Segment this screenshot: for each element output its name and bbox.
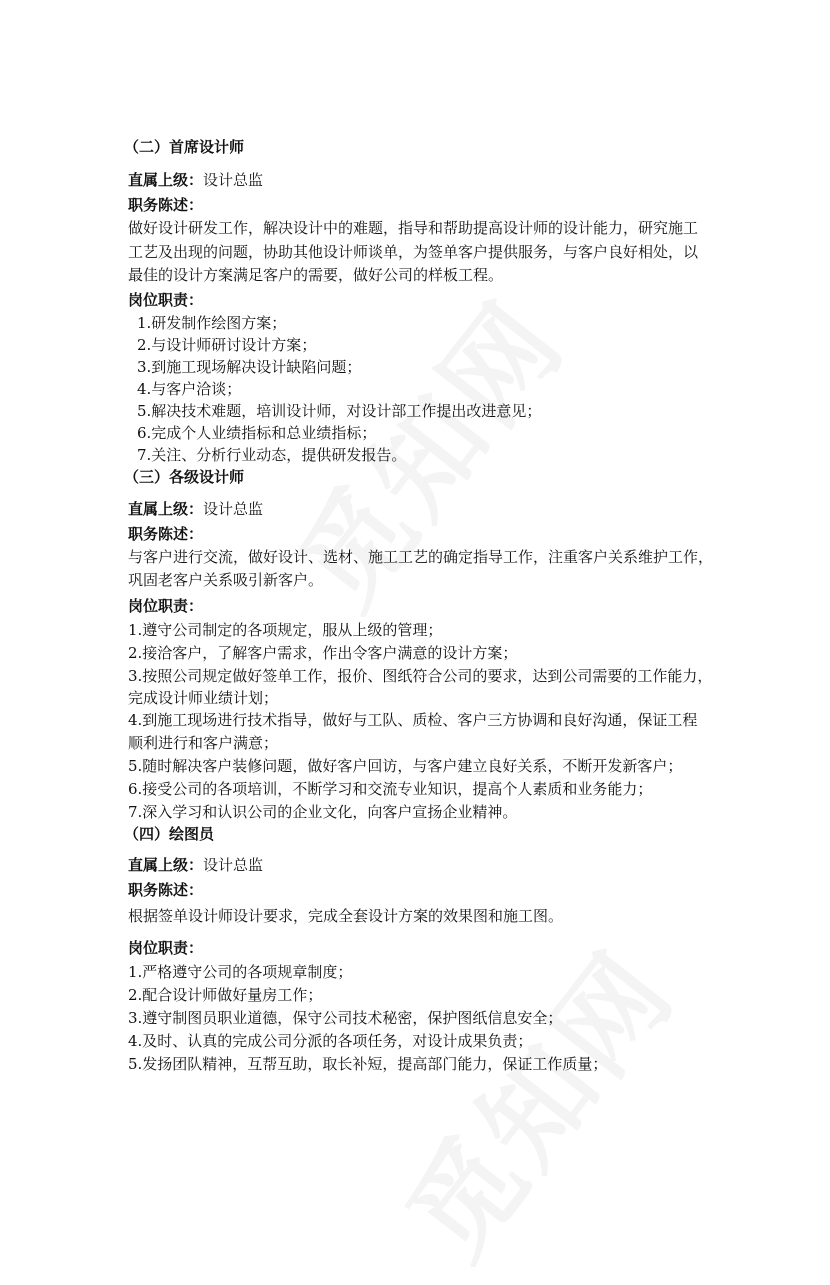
superior-label: 直属上级： bbox=[128, 171, 204, 189]
duty-item: 4.到施工现场进行技术指导，做好与工队、质检、客户三方协调和良好沟通，保证工程 bbox=[128, 711, 698, 729]
description-line: 做好设计研发工作，解决设计中的难题，指导和帮助提高设计师的设计能力，研究施工 bbox=[128, 219, 699, 237]
section-title: （二）首席设计师 bbox=[124, 138, 245, 156]
description-line: 根据签单设计师设计要求，完成全套设计方案的效果图和施工图。 bbox=[128, 907, 564, 925]
superior-row bbox=[128, 170, 263, 190]
duty-item: 顺利进行和客户满意； bbox=[128, 734, 279, 752]
description-label: 职务陈述： bbox=[128, 881, 204, 899]
duty-item: 2.配合设计师做好量房工作； bbox=[128, 986, 323, 1004]
description-line: 巩固老客户关系吸引新客户。 bbox=[128, 571, 324, 589]
duty-item: 完成设计师业绩计划； bbox=[128, 689, 279, 707]
superior-label: 直属上级： bbox=[128, 856, 204, 874]
duty-item: 5.发扬团队精神，互帮互助，取长补短，提高部门能力，保证工作质量； bbox=[128, 1055, 608, 1073]
duty-item: 1.严格遵守公司的各项规章制度； bbox=[128, 963, 353, 981]
description-label: 职务陈述： bbox=[128, 525, 204, 543]
duty-item: 4.及时、认真的完成公司分派的各项任务，对设计成果负责； bbox=[128, 1032, 533, 1050]
duty-item: 4.与客户洽谈； bbox=[137, 380, 242, 398]
duty-item: 2.与设计师研讨设计方案； bbox=[137, 336, 317, 354]
duty-item: 6.接受公司的各项培训，不断学习和交流专业知识，提高个人素质和业务能力； bbox=[128, 780, 653, 798]
description-line: 最佳的设计方案满足客户的需要，做好公司的样板工程。 bbox=[128, 266, 504, 284]
duty-item: 6.完成个人业绩指标和总业绩指标； bbox=[137, 424, 377, 442]
duty-item: 3.遵守制图员职业道德，保守公司技术秘密，保护图纸信息安全； bbox=[128, 1009, 563, 1027]
duty-item: 2.接洽客户，了解客户需求，作出令客户满意的设计方案； bbox=[128, 644, 518, 662]
duty-item: 1.遵守公司制定的各项规定，服从上级的管理； bbox=[128, 621, 443, 639]
watermark-lower bbox=[365, 913, 704, 1285]
section-title: （四）绘图员 bbox=[124, 825, 215, 843]
duty-item: 3.到施工现场解决设计缺陷问题； bbox=[137, 358, 362, 376]
duties-label: 岗位职责： bbox=[128, 939, 204, 957]
duties-label: 岗位职责： bbox=[128, 291, 204, 309]
superior-label: 直属上级： bbox=[128, 500, 204, 518]
duty-item: 7.关注、分析行业动态，提供研发报告。 bbox=[137, 446, 407, 464]
description-line: 与客户进行交流，做好设计、选材、施工工艺的确定指导工作，注重客户关系维护工作， bbox=[128, 548, 714, 566]
duty-item: 5.解决技术难题，培训设计师，对设计部工作提出改进意见； bbox=[137, 402, 542, 420]
duties-label: 岗位职责： bbox=[128, 597, 204, 615]
duty-item: 5.随时解决客户装修问题，做好客户回访，与客户建立良好关系，不断开发新客户； bbox=[128, 757, 683, 775]
duty-item: 7.深入学习和认识公司的企业文化，向客户宣扬企业精神。 bbox=[128, 803, 518, 821]
description-line: 工艺及出现的问题，协助其他设计师谈单，为签单客户提供服务，与客户良好相处，以 bbox=[128, 243, 699, 261]
duty-item: 1.研发制作绘图方案； bbox=[137, 314, 287, 332]
superior-value: 设计总监 bbox=[203, 856, 264, 874]
section-title: （三）各级设计师 bbox=[124, 468, 245, 486]
superior-value: 设计总监 bbox=[203, 171, 264, 189]
superior-row bbox=[128, 499, 263, 519]
description-label: 职务陈述： bbox=[128, 196, 204, 214]
duty-item: 3.按照公司规定做好签单工作，报价、图纸符合公司的要求，达到公司需要的工作能力， bbox=[128, 667, 713, 685]
superior-row bbox=[128, 855, 263, 875]
superior-value: 设计总监 bbox=[203, 500, 264, 518]
